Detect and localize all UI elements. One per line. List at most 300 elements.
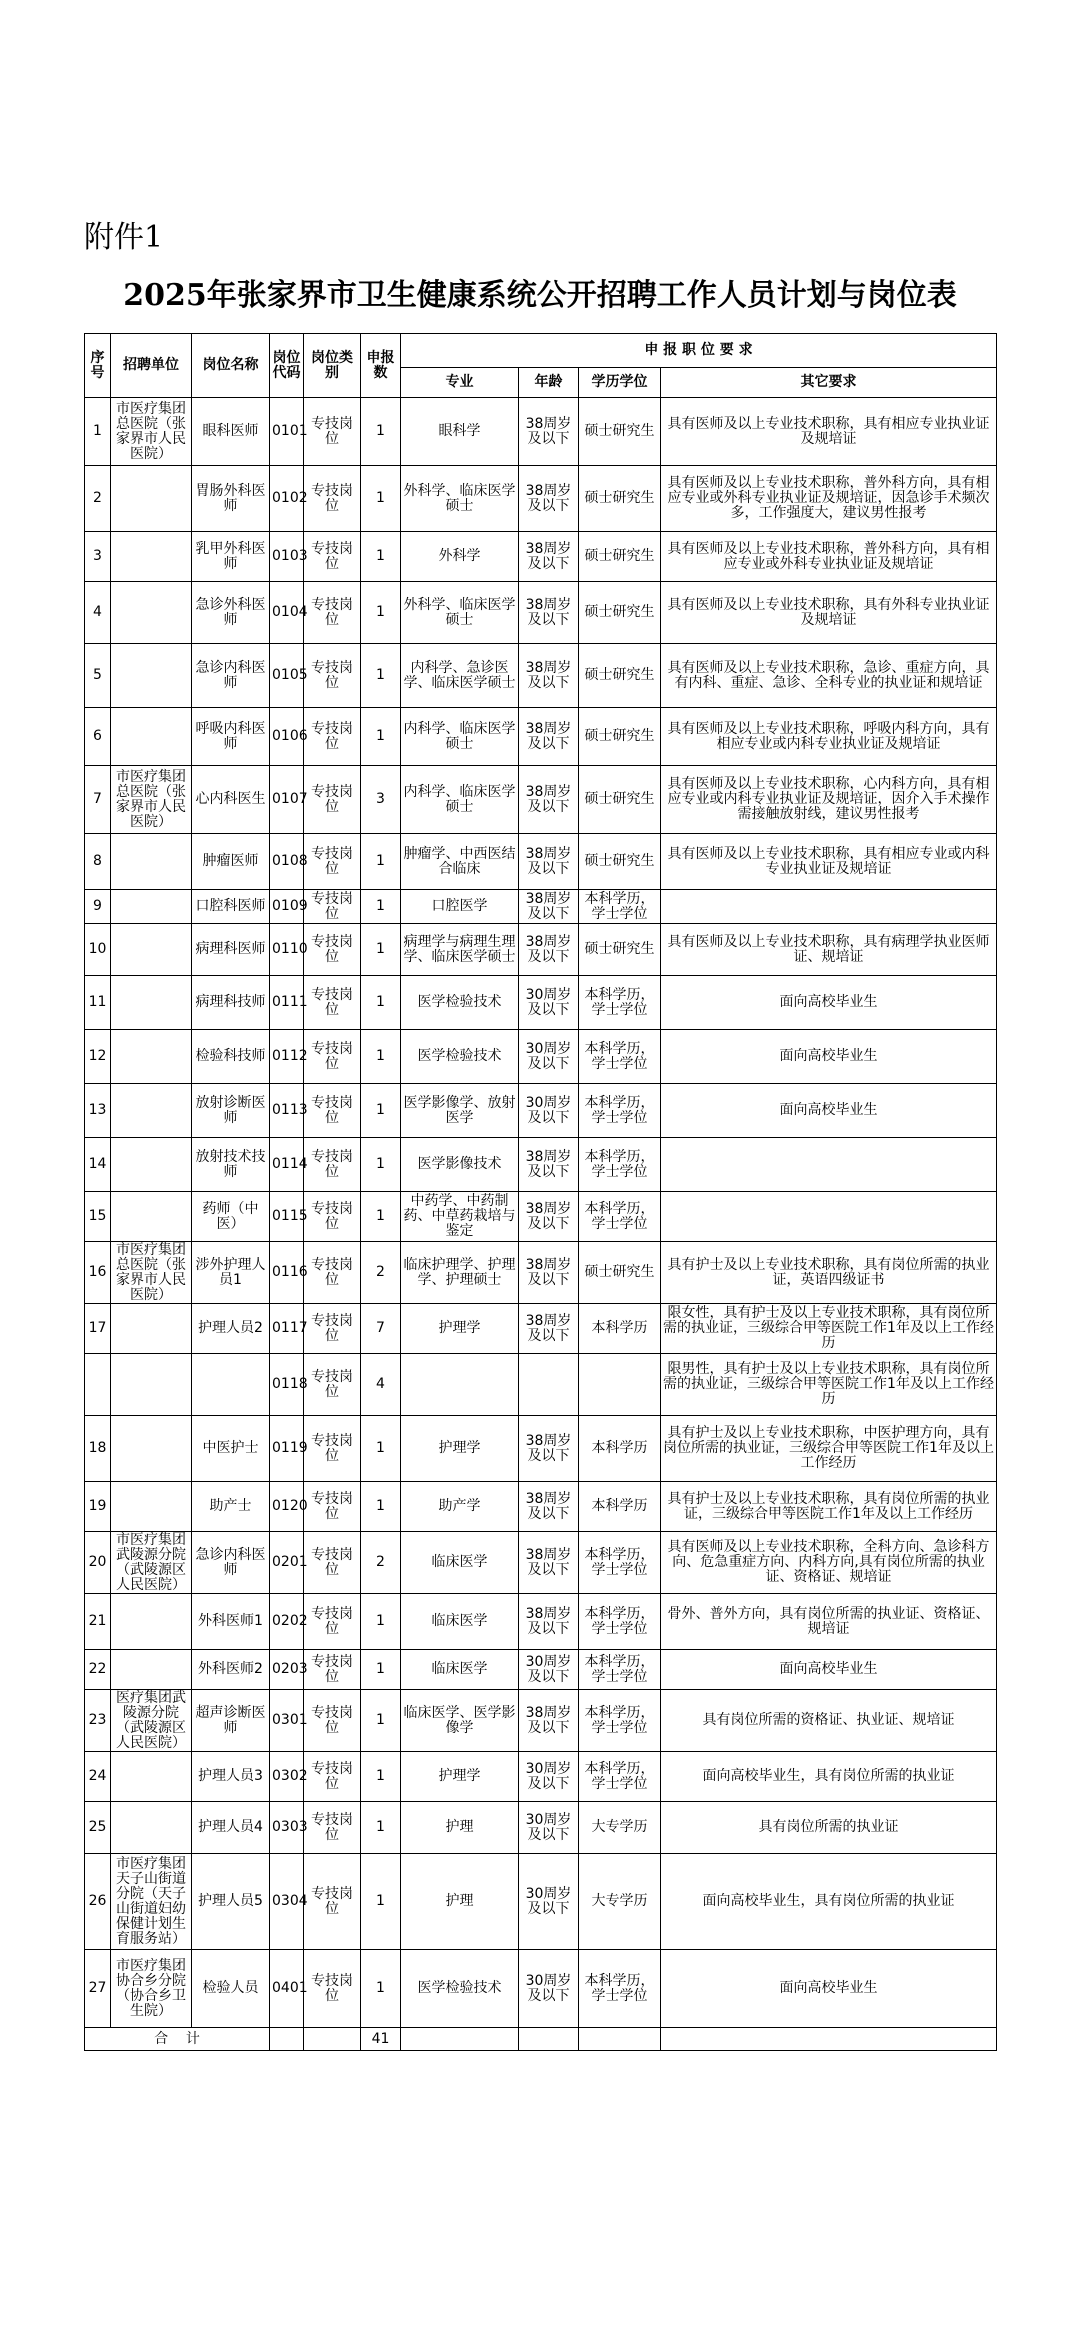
unit-name: 市医疗集团天子山街道分院（天子山街道妇幼保健计划生育服务站） xyxy=(111,1854,192,1950)
post-type: 专技岗位 xyxy=(304,644,361,708)
total-empty-other xyxy=(661,2028,997,2051)
other-requirements: 具有医师及以上专业技术职称，全科方向、急诊科方向、危急重症方向、内科方向,具有岗位所需的执业证、资格证、规培证 xyxy=(661,1532,997,1594)
post-name: 中医护士 xyxy=(192,1416,270,1482)
row-number: 4 xyxy=(85,582,111,644)
total-row xyxy=(85,2028,997,2051)
post-count: 1 xyxy=(361,1802,401,1854)
row-number: 26 xyxy=(85,1854,111,1950)
post-count: 1 xyxy=(361,532,401,582)
attachment-label: 附件1 xyxy=(84,220,164,255)
major: 临床医学、医学影像学 xyxy=(401,1690,519,1752)
major: 内科学、临床医学硕士 xyxy=(401,708,519,766)
post-name: 胃肠外科医师 xyxy=(192,466,270,532)
post-count: 1 xyxy=(361,398,401,466)
row-number: 13 xyxy=(85,1084,111,1138)
other-requirements: 具有护士及以上专业技术职称，具有岗位所需的执业证，三级综合甲等医院工作1年及以上工作经历 xyxy=(661,1482,997,1532)
post-type: 专技岗位 xyxy=(304,1482,361,1532)
post-name: 超声诊断医师 xyxy=(192,1690,270,1752)
total-count: 41 xyxy=(361,2028,401,2051)
other-requirements: 面向高校毕业生 xyxy=(661,976,997,1030)
header-row xyxy=(85,334,997,368)
post-code: 0111 xyxy=(270,976,304,1030)
unit-name xyxy=(111,1354,192,1416)
post-type: 专技岗位 xyxy=(304,976,361,1030)
table-row xyxy=(85,766,997,834)
unit-name: 市医疗集团武陵源分院（武陵源区人民医院） xyxy=(111,1532,192,1594)
unit-name: 市医疗集团总医院（张家界市人民医院） xyxy=(111,766,192,834)
major: 外科学、临床医学硕士 xyxy=(401,466,519,532)
post-count: 1 xyxy=(361,582,401,644)
age-limit: 38周岁及以下 xyxy=(519,766,579,834)
other-requirements: 具有岗位所需的资格证、执业证、规培证 xyxy=(661,1690,997,1752)
table-row xyxy=(85,708,997,766)
post-name: 病理科技师 xyxy=(192,976,270,1030)
unit-name xyxy=(111,1752,192,1802)
col-post-type: 岗位类别 xyxy=(304,334,361,398)
major: 临床医学 xyxy=(401,1532,519,1594)
post-type: 专技岗位 xyxy=(304,1650,361,1690)
row-number: 14 xyxy=(85,1138,111,1192)
table-row xyxy=(85,924,997,976)
post-name: 放射诊断医师 xyxy=(192,1084,270,1138)
post-count: 1 xyxy=(361,1594,401,1650)
post-name: 涉外护理人员1 xyxy=(192,1242,270,1304)
post-type: 专技岗位 xyxy=(304,1416,361,1482)
post-count: 2 xyxy=(361,1242,401,1304)
unit-name xyxy=(111,1802,192,1854)
post-name: 助产士 xyxy=(192,1482,270,1532)
post-name: 检验人员 xyxy=(192,1950,270,2028)
post-code: 0201 xyxy=(270,1532,304,1594)
post-code: 0103 xyxy=(270,532,304,582)
table-row xyxy=(85,398,997,466)
education: 硕士研究生 xyxy=(579,924,661,976)
post-name xyxy=(192,1354,270,1416)
major xyxy=(401,1354,519,1416)
post-name: 急诊内科医师 xyxy=(192,644,270,708)
other-requirements: 具有医师及以上专业技术职称，具有相应专业或内科专业执业证及规培证 xyxy=(661,834,997,890)
total-empty-major xyxy=(401,2028,519,2051)
post-name: 护理人员5 xyxy=(192,1854,270,1950)
education: 硕士研究生 xyxy=(579,532,661,582)
post-name: 呼吸内科医师 xyxy=(192,708,270,766)
post-type: 专技岗位 xyxy=(304,1594,361,1650)
post-type: 专技岗位 xyxy=(304,890,361,924)
post-name: 肿瘤医师 xyxy=(192,834,270,890)
row-number: 9 xyxy=(85,890,111,924)
post-code: 0113 xyxy=(270,1084,304,1138)
age-limit: 38周岁及以下 xyxy=(519,1192,579,1242)
post-code: 0120 xyxy=(270,1482,304,1532)
education: 本科学历，学士学位 xyxy=(579,890,661,924)
age-limit: 38周岁及以下 xyxy=(519,1138,579,1192)
education: 本科学历，学士学位 xyxy=(579,1650,661,1690)
post-count: 1 xyxy=(361,1650,401,1690)
page-title: 2025年张家界市卫生健康系统公开招聘工作人员计划与岗位表 xyxy=(123,278,957,313)
post-code: 0115 xyxy=(270,1192,304,1242)
education: 硕士研究生 xyxy=(579,644,661,708)
post-code: 0302 xyxy=(270,1752,304,1802)
major: 眼科学 xyxy=(401,398,519,466)
col-other: 其它要求 xyxy=(661,368,997,398)
post-count: 3 xyxy=(361,766,401,834)
major: 医学影像学、放射医学 xyxy=(401,1084,519,1138)
total-empty-code xyxy=(270,2028,304,2051)
table-row xyxy=(85,1690,997,1752)
unit-name xyxy=(111,532,192,582)
age-limit: 38周岁及以下 xyxy=(519,834,579,890)
table-row xyxy=(85,834,997,890)
post-code: 0109 xyxy=(270,890,304,924)
age-limit: 38周岁及以下 xyxy=(519,582,579,644)
major: 护理学 xyxy=(401,1752,519,1802)
row-number: 5 xyxy=(85,644,111,708)
age-limit: 38周岁及以下 xyxy=(519,1594,579,1650)
table-row xyxy=(85,1416,997,1482)
post-count: 1 xyxy=(361,976,401,1030)
row-number: 20 xyxy=(85,1532,111,1594)
post-type: 专技岗位 xyxy=(304,398,361,466)
education: 硕士研究生 xyxy=(579,466,661,532)
major: 外科学、临床医学硕士 xyxy=(401,582,519,644)
unit-name: 市医疗集团协合乡分院（协合乡卫生院） xyxy=(111,1950,192,2028)
other-requirements: 面向高校毕业生，具有岗位所需的执业证 xyxy=(661,1752,997,1802)
post-count: 2 xyxy=(361,1532,401,1594)
table-row xyxy=(85,1950,997,2028)
post-name: 检验科技师 xyxy=(192,1030,270,1084)
other-requirements: 骨外、普外方向，具有岗位所需的执业证、资格证、规培证 xyxy=(661,1594,997,1650)
education: 本科学历，学士学位 xyxy=(579,1690,661,1752)
unit-name xyxy=(111,1304,192,1354)
post-count: 1 xyxy=(361,1030,401,1084)
post-code: 0112 xyxy=(270,1030,304,1084)
col-edu: 学历学位 xyxy=(579,368,661,398)
education: 本科学历，学士学位 xyxy=(579,1594,661,1650)
other-requirements: 具有医师及以上专业技术职称，具有相应专业执业证及规培证 xyxy=(661,398,997,466)
row-number: 21 xyxy=(85,1594,111,1650)
other-requirements xyxy=(661,1138,997,1192)
row-number: 22 xyxy=(85,1650,111,1690)
table-row xyxy=(85,1854,997,1950)
age-limit: 38周岁及以下 xyxy=(519,532,579,582)
table-row xyxy=(85,1084,997,1138)
education: 本科学历 xyxy=(579,1416,661,1482)
major: 中药学、中药制药、中草药栽培与鉴定 xyxy=(401,1192,519,1242)
post-count: 1 xyxy=(361,644,401,708)
age-limit: 38周岁及以下 xyxy=(519,398,579,466)
post-name: 急诊外科医师 xyxy=(192,582,270,644)
row-number: 1 xyxy=(85,398,111,466)
unit-name: 市医疗集团总医院（张家界市人民医院） xyxy=(111,1242,192,1304)
row-number: 6 xyxy=(85,708,111,766)
major: 内科学、急诊医学、临床医学硕士 xyxy=(401,644,519,708)
unit-name xyxy=(111,834,192,890)
age-limit: 30周岁及以下 xyxy=(519,1752,579,1802)
age-limit: 30周岁及以下 xyxy=(519,1650,579,1690)
unit-name xyxy=(111,1084,192,1138)
post-count: 1 xyxy=(361,924,401,976)
age-limit: 30周岁及以下 xyxy=(519,976,579,1030)
other-requirements: 面向高校毕业生 xyxy=(661,1950,997,2028)
post-count: 1 xyxy=(361,1416,401,1482)
post-name: 护理人员4 xyxy=(192,1802,270,1854)
row-number xyxy=(85,1354,111,1416)
col-major: 专业 xyxy=(401,368,519,398)
table-row xyxy=(85,1030,997,1084)
post-code: 0101 xyxy=(270,398,304,466)
row-number: 8 xyxy=(85,834,111,890)
table-row xyxy=(85,1594,997,1650)
post-count: 7 xyxy=(361,1304,401,1354)
education: 本科学历，学士学位 xyxy=(579,976,661,1030)
table-row xyxy=(85,976,997,1030)
unit-name xyxy=(111,1138,192,1192)
age-limit: 38周岁及以下 xyxy=(519,644,579,708)
col-count: 申报数 xyxy=(361,334,401,398)
major: 护理 xyxy=(401,1802,519,1854)
age-limit: 30周岁及以下 xyxy=(519,1854,579,1950)
row-number: 24 xyxy=(85,1752,111,1802)
post-code: 0118 xyxy=(270,1354,304,1416)
age-limit: 30周岁及以下 xyxy=(519,1084,579,1138)
unit-name: 市医疗集团总医院（张家界市人民医院） xyxy=(111,398,192,466)
row-number: 3 xyxy=(85,532,111,582)
post-type: 专技岗位 xyxy=(304,582,361,644)
table-row xyxy=(85,532,997,582)
post-code: 0110 xyxy=(270,924,304,976)
other-requirements: 具有医师及以上专业技术职称，普外科方向，具有相应专业或外科专业执业证及规培证 xyxy=(661,532,997,582)
other-requirements: 具有医师及以上专业技术职称，心内科方向，具有相应专业或内科专业执业证及规培证，因介入手术操作需接触放射线，建议男性报考 xyxy=(661,766,997,834)
post-code: 0105 xyxy=(270,644,304,708)
total-label: 合 计 xyxy=(85,2028,270,2051)
post-type: 专技岗位 xyxy=(304,532,361,582)
age-limit: 30周岁及以下 xyxy=(519,1030,579,1084)
total-empty-edu xyxy=(579,2028,661,2051)
post-type: 专技岗位 xyxy=(304,1304,361,1354)
row-number: 27 xyxy=(85,1950,111,2028)
age-limit: 30周岁及以下 xyxy=(519,1802,579,1854)
post-type: 专技岗位 xyxy=(304,1354,361,1416)
post-code: 0107 xyxy=(270,766,304,834)
other-requirements: 具有护士及以上专业技术职称，具有岗位所需的执业证，英语四级证书 xyxy=(661,1242,997,1304)
education: 硕士研究生 xyxy=(579,708,661,766)
post-code: 0114 xyxy=(270,1138,304,1192)
major: 护理学 xyxy=(401,1304,519,1354)
post-code: 0116 xyxy=(270,1242,304,1304)
unit-name xyxy=(111,1594,192,1650)
major: 病理学与病理生理学、临床医学硕士 xyxy=(401,924,519,976)
education: 大专学历 xyxy=(579,1854,661,1950)
major: 助产学 xyxy=(401,1482,519,1532)
education: 本科学历，学士学位 xyxy=(579,1532,661,1594)
post-code: 0304 xyxy=(270,1854,304,1950)
post-name: 外科医师2 xyxy=(192,1650,270,1690)
col-unit: 招聘单位 xyxy=(111,334,192,398)
post-count: 1 xyxy=(361,834,401,890)
col-requirements: 申 报 职 位 要 求 xyxy=(401,334,997,368)
col-post-code: 岗位代码 xyxy=(270,334,304,398)
education: 本科学历，学士学位 xyxy=(579,1192,661,1242)
age-limit: 38周岁及以下 xyxy=(519,1242,579,1304)
major: 医学影像技术 xyxy=(401,1138,519,1192)
major: 临床医学 xyxy=(401,1650,519,1690)
post-type: 专技岗位 xyxy=(304,1752,361,1802)
total-empty-age xyxy=(519,2028,579,2051)
education: 本科学历，学士学位 xyxy=(579,1030,661,1084)
post-code: 0102 xyxy=(270,466,304,532)
post-count: 1 xyxy=(361,1950,401,2028)
table-row xyxy=(85,1802,997,1854)
unit-name xyxy=(111,976,192,1030)
post-type: 专技岗位 xyxy=(304,466,361,532)
major: 护理学 xyxy=(401,1416,519,1482)
age-limit: 38周岁及以下 xyxy=(519,1482,579,1532)
col-age: 年龄 xyxy=(519,368,579,398)
education: 本科学历 xyxy=(579,1482,661,1532)
table-row xyxy=(85,644,997,708)
other-requirements: 面向高校毕业生 xyxy=(661,1650,997,1690)
table-row xyxy=(85,466,997,532)
post-type: 专技岗位 xyxy=(304,924,361,976)
post-type: 专技岗位 xyxy=(304,766,361,834)
post-type: 专技岗位 xyxy=(304,1084,361,1138)
post-count: 1 xyxy=(361,466,401,532)
row-number: 7 xyxy=(85,766,111,834)
unit-name xyxy=(111,1416,192,1482)
post-name: 病理科医师 xyxy=(192,924,270,976)
row-number: 18 xyxy=(85,1416,111,1482)
other-requirements: 具有护士及以上专业技术职称，中医护理方向，具有岗位所需的执业证，三级综合甲等医院工作1年及以上工作经历 xyxy=(661,1416,997,1482)
education: 本科学历，学士学位 xyxy=(579,1138,661,1192)
col-seq: 序号 xyxy=(85,334,111,398)
table-row xyxy=(85,1304,997,1354)
age-limit: 38周岁及以下 xyxy=(519,708,579,766)
post-name: 乳甲外科医师 xyxy=(192,532,270,582)
education: 本科学历 xyxy=(579,1304,661,1354)
major: 口腔医学 xyxy=(401,890,519,924)
post-code: 0301 xyxy=(270,1690,304,1752)
education: 硕士研究生 xyxy=(579,766,661,834)
post-code: 0202 xyxy=(270,1594,304,1650)
unit-name xyxy=(111,582,192,644)
row-number: 10 xyxy=(85,924,111,976)
table-row xyxy=(85,1242,997,1304)
post-code: 0108 xyxy=(270,834,304,890)
education: 本科学历，学士学位 xyxy=(579,1950,661,2028)
post-code: 0203 xyxy=(270,1650,304,1690)
other-requirements xyxy=(661,1192,997,1242)
table-row xyxy=(85,1650,997,1690)
post-type: 专技岗位 xyxy=(304,834,361,890)
table-row xyxy=(85,1354,997,1416)
education xyxy=(579,1354,661,1416)
other-requirements xyxy=(661,890,997,924)
other-requirements: 具有医师及以上专业技术职称，具有外科专业执业证及规培证 xyxy=(661,582,997,644)
post-type: 专技岗位 xyxy=(304,1030,361,1084)
post-code: 0117 xyxy=(270,1304,304,1354)
major: 临床护理学、护理学、护理硕士 xyxy=(401,1242,519,1304)
education: 硕士研究生 xyxy=(579,834,661,890)
col-post-name: 岗位名称 xyxy=(192,334,270,398)
post-code: 0119 xyxy=(270,1416,304,1482)
major: 内科学、临床医学硕士 xyxy=(401,766,519,834)
table-row xyxy=(85,1752,997,1802)
post-name: 口腔科医师 xyxy=(192,890,270,924)
post-count: 1 xyxy=(361,708,401,766)
education: 硕士研究生 xyxy=(579,582,661,644)
post-type: 专技岗位 xyxy=(304,1138,361,1192)
post-name: 眼科医师 xyxy=(192,398,270,466)
post-name: 急诊内科医师 xyxy=(192,1532,270,1594)
post-type: 专技岗位 xyxy=(304,1690,361,1752)
post-count: 1 xyxy=(361,1690,401,1752)
table-row xyxy=(85,582,997,644)
unit-name xyxy=(111,1482,192,1532)
age-limit: 38周岁及以下 xyxy=(519,1416,579,1482)
post-type: 专技岗位 xyxy=(304,1854,361,1950)
post-count: 4 xyxy=(361,1354,401,1416)
table-row xyxy=(85,1192,997,1242)
other-requirements: 具有医师及以上专业技术职称，急诊、重症方向，具有内科、重症、急诊、全科专业的执业证和规培证 xyxy=(661,644,997,708)
major: 医学检验技术 xyxy=(401,976,519,1030)
age-limit: 38周岁及以下 xyxy=(519,1532,579,1594)
post-count: 1 xyxy=(361,1752,401,1802)
age-limit: 38周岁及以下 xyxy=(519,890,579,924)
unit-name xyxy=(111,890,192,924)
major: 临床医学 xyxy=(401,1594,519,1650)
other-requirements: 限女性，具有护士及以上专业技术职称，具有岗位所需的执业证，三级综合甲等医院工作1年及以上工作经历 xyxy=(661,1304,997,1354)
age-limit xyxy=(519,1354,579,1416)
unit-name xyxy=(111,466,192,532)
row-number: 12 xyxy=(85,1030,111,1084)
row-number: 25 xyxy=(85,1802,111,1854)
table-row xyxy=(85,890,997,924)
major: 医学检验技术 xyxy=(401,1950,519,2028)
total-empty-type xyxy=(304,2028,361,2051)
post-name: 心内科医生 xyxy=(192,766,270,834)
age-limit: 30周岁及以下 xyxy=(519,1950,579,2028)
unit-name: 医疗集团武陵源分院（武陵源区人民医院） xyxy=(111,1690,192,1752)
post-type: 专技岗位 xyxy=(304,1192,361,1242)
post-name: 外科医师1 xyxy=(192,1594,270,1650)
unit-name xyxy=(111,708,192,766)
post-code: 0106 xyxy=(270,708,304,766)
post-type: 专技岗位 xyxy=(304,1532,361,1594)
row-number: 11 xyxy=(85,976,111,1030)
post-count: 1 xyxy=(361,1192,401,1242)
major: 肿瘤学、中西医结合临床 xyxy=(401,834,519,890)
post-name: 药师（中医） xyxy=(192,1192,270,1242)
unit-name xyxy=(111,1030,192,1084)
row-number: 19 xyxy=(85,1482,111,1532)
other-requirements: 具有岗位所需的执业证 xyxy=(661,1802,997,1854)
unit-name xyxy=(111,1192,192,1242)
other-requirements: 面向高校毕业生 xyxy=(661,1084,997,1138)
row-number: 17 xyxy=(85,1304,111,1354)
major: 外科学 xyxy=(401,532,519,582)
post-count: 1 xyxy=(361,1084,401,1138)
post-name: 放射技术技师 xyxy=(192,1138,270,1192)
post-count: 1 xyxy=(361,890,401,924)
post-type: 专技岗位 xyxy=(304,1242,361,1304)
age-limit: 38周岁及以下 xyxy=(519,924,579,976)
other-requirements: 限男性，具有护士及以上专业技术职称，具有岗位所需的执业证，三级综合甲等医院工作1年及以上工作经历 xyxy=(661,1354,997,1416)
recruitment-table xyxy=(84,333,997,2051)
post-count: 1 xyxy=(361,1138,401,1192)
row-number: 2 xyxy=(85,466,111,532)
unit-name xyxy=(111,1650,192,1690)
unit-name xyxy=(111,644,192,708)
